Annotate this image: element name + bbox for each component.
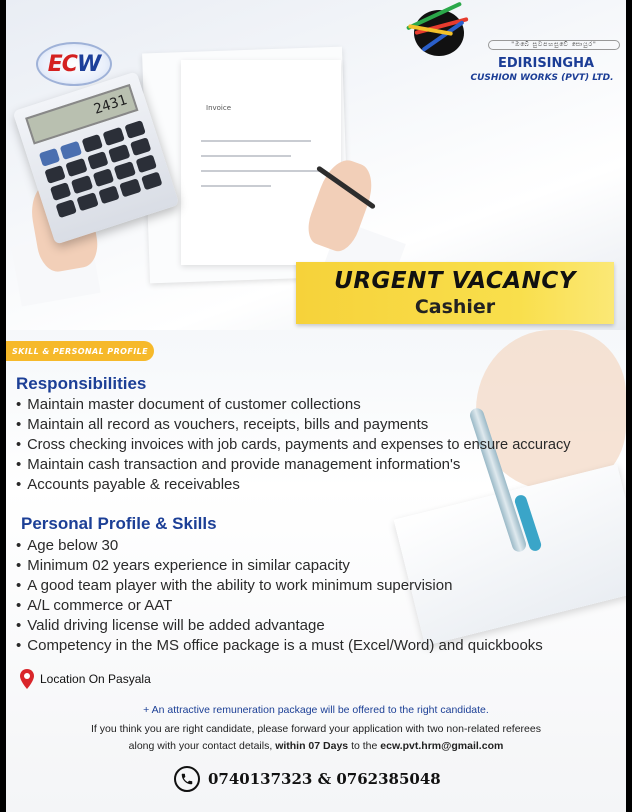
invoice-line (201, 155, 291, 157)
location-text: Location On Pasyala (40, 672, 151, 686)
list-item: • Minimum 02 years experience in similar capacity (16, 556, 616, 576)
remuneration-note: + An attractive remuneration package will be offered to the right candidate. (143, 704, 489, 716)
job-position: Cashier (414, 296, 496, 318)
invoice-line (201, 185, 271, 187)
company-name: EDIRISINGHA (497, 56, 595, 71)
phone-numbers[interactable]: 0740137323 & 0762385048 (208, 770, 441, 788)
list-item: • Maintain all record as vouchers, receipts, bills and payments (16, 415, 626, 435)
profile-list (16, 536, 616, 656)
apply-text: to the (351, 740, 378, 752)
vacancy-poster (6, 0, 626, 812)
phone-contact (174, 764, 464, 794)
apply-text: along with your contact details, (128, 740, 273, 752)
company-logo (36, 42, 112, 86)
apply-instructions: If you think you are right candidate, please forward your application with two non-related referees (90, 723, 541, 735)
company-subtitle: CUSHION WORKS (PVT) LTD. (470, 73, 614, 83)
invoice-label: Invoice (206, 104, 232, 112)
calculator-display: 2431 (25, 84, 138, 145)
location (20, 667, 220, 691)
list-item: • Competency in the MS office package is a must (Excel/Word) and quickbooks (16, 636, 616, 656)
hero-photo (6, 0, 626, 330)
list-item: • Age below 30 (16, 536, 616, 556)
apply-instructions-2 (6, 740, 626, 752)
profile-title: Personal Profile & Skills (21, 514, 217, 533)
email-link[interactable]: ecw.pvt.hrm@gmail.com (380, 740, 504, 752)
list-item: • A good team player with the ability to work minimum supervision (16, 576, 616, 596)
list-item: • Maintain cash transaction and provide management information's (16, 455, 626, 475)
banner-title: URGENT VACANCY (334, 268, 576, 294)
responsibilities-list (16, 395, 626, 495)
invoice-line (201, 170, 321, 172)
list-item: • Maintain master document of customer collections (16, 395, 626, 415)
list-item: • A/L commerce or AAT (16, 596, 616, 616)
logo-text-red: EC (47, 51, 77, 77)
logo-text-blue: W (76, 51, 101, 77)
location-pin-icon (20, 669, 34, 689)
urgent-vacancy-banner (296, 262, 614, 324)
list-item: • Accounts payable & receivables (16, 475, 626, 495)
section-tag: SKILL & PERSONAL PROFILE (6, 341, 154, 361)
invoice-line (201, 140, 311, 142)
list-item: • Valid driving license will be added advantage (16, 616, 616, 636)
list-item: • Cross checking invoices with job cards, payments and expenses to ensure accuracy (16, 435, 626, 455)
company-tagline: "ඔබේ සුවපහසුවේ සොයුර" (488, 40, 620, 50)
responsibilities-title: Responsibilities (16, 374, 147, 393)
phone-icon (174, 766, 200, 792)
deadline-text: within 07 Days (275, 740, 349, 752)
pen-cup-icon (404, 0, 474, 60)
